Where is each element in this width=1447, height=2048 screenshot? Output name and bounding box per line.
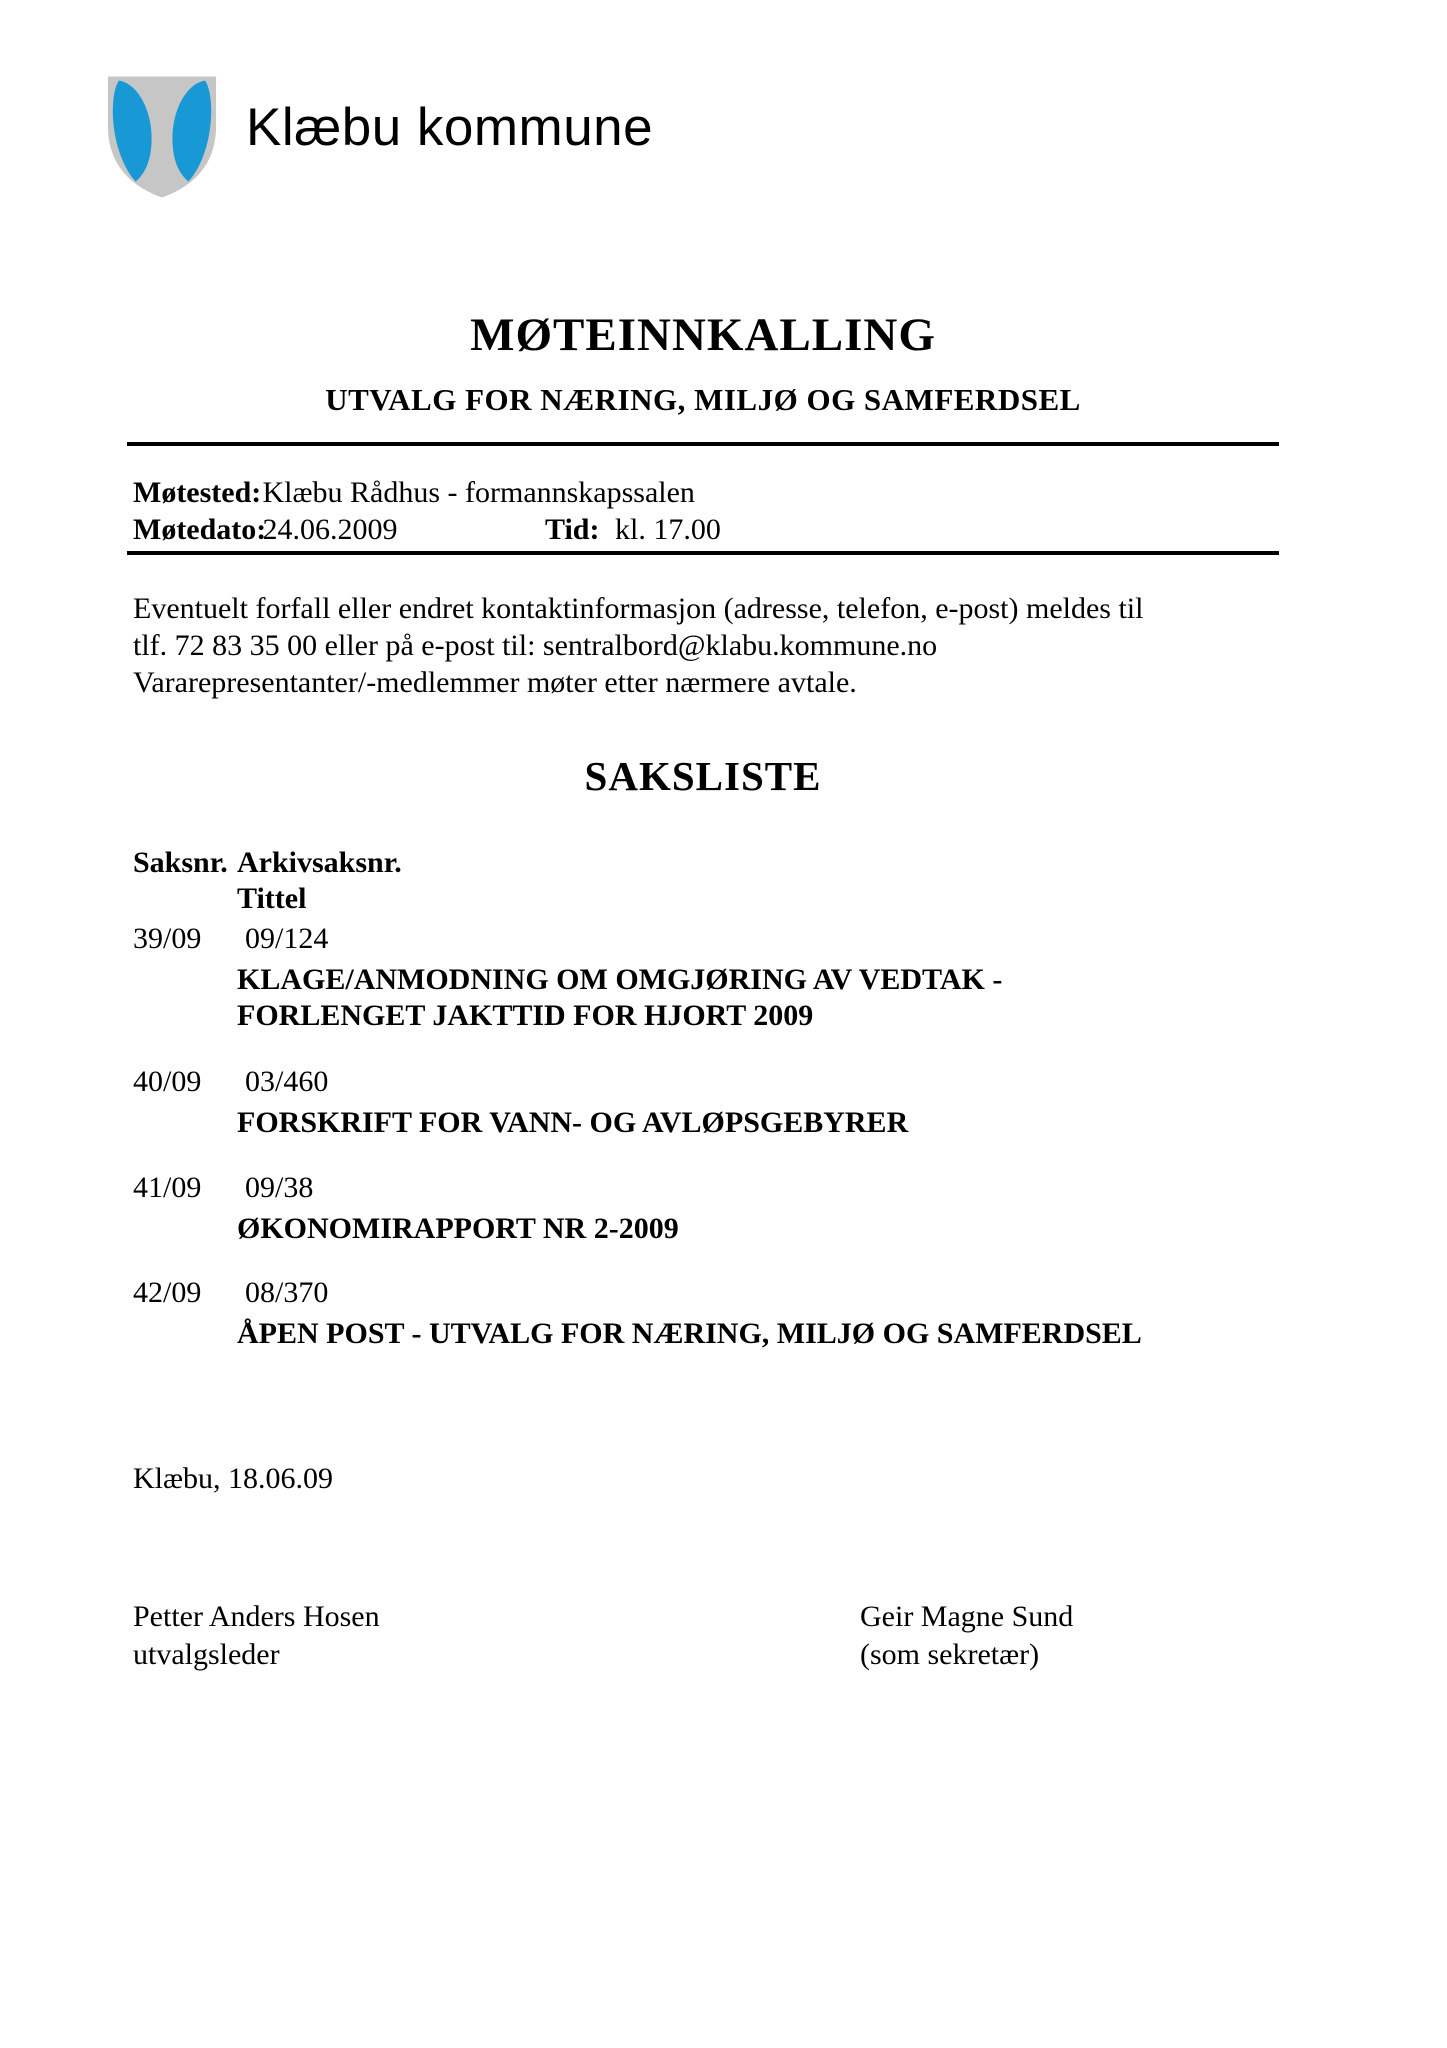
caselist-heading: SAKSLISTE — [584, 753, 822, 799]
case-saksnr: 42/09 — [133, 1276, 202, 1309]
case-row — [133, 1171, 679, 1247]
case-saksnr: 40/09 — [133, 1065, 202, 1098]
signature-right — [860, 1598, 1073, 1674]
case-arkivsaksnr: 09/38 — [245, 1171, 314, 1204]
signature-left — [133, 1598, 380, 1674]
meeting-location-value: Klæbu Rådhus - formannskapssalen — [262, 476, 695, 509]
meeting-location-label: Møtested: — [133, 476, 262, 509]
horizontal-rule-bottom — [127, 551, 1279, 555]
meeting-date-label: Møtedato: — [133, 513, 267, 546]
column-header-arkivsaksnr: Arkivsaksnr. — [237, 846, 402, 879]
case-arkivsaksnr: 03/460 — [245, 1065, 329, 1098]
case-arkivsaksnr: 08/370 — [245, 1276, 329, 1309]
notice-line-1: Eventuelt forfall eller endret kontaktinformasjon (adresse, telefon, e-post) meldes til — [133, 592, 1144, 625]
case-title: ØKONOMIRAPPORT NR 2-2009 — [237, 1212, 679, 1245]
signature-right-role: (som sekretær) — [860, 1638, 1040, 1671]
meeting-time-value: kl. 17.00 — [614, 513, 721, 546]
case-title: KLAGE/ANMODNING OM OMGJØRING AV VEDTAK - FORLENGET JAKTTID FOR HJORT 2009 — [237, 963, 1003, 1032]
coat-of-arms-shield-icon — [100, 70, 224, 202]
column-header-saksnr: Saksnr. — [133, 846, 228, 879]
municipality-logo — [100, 70, 653, 202]
notice-line-3: Vararepresentanter/-medlemmer møter etter nærmere avtale. — [133, 666, 857, 699]
case-title: ÅPEN POST - UTVALG FOR NÆRING, MILJØ OG SAMFERDSEL — [237, 1317, 1142, 1350]
notice-line-2: tlf. 72 83 35 00 eller på e-post til: sentralbord@klabu.kommune.no — [133, 629, 938, 662]
meeting-date-row — [133, 511, 721, 548]
meeting-info — [133, 474, 721, 548]
case-row — [133, 922, 1142, 1034]
case-title: FORSKRIFT FOR VANN- OG AVLØPSGEBYRER — [237, 1106, 909, 1139]
case-saksnr: 39/09 — [133, 922, 202, 955]
signature-right-name: Geir Magne Sund — [860, 1600, 1074, 1633]
horizontal-rule-top — [127, 442, 1279, 446]
case-arkivsaksnr: 09/124 — [245, 922, 329, 955]
case-row — [133, 1276, 1142, 1352]
case-row — [133, 1065, 908, 1141]
document-title: MØTEINNKALLING — [470, 309, 936, 361]
column-header-tittel: Tittel — [237, 882, 307, 915]
place-and-date-line: Klæbu, 18.06.09 — [133, 1462, 334, 1495]
municipality-name: Klæbu kommune — [246, 97, 654, 157]
caselist-column-headers — [133, 845, 402, 917]
meeting-time-label: Tid: — [545, 513, 600, 546]
absence-notice — [133, 590, 1143, 701]
signature-left-role: utvalgsleder — [133, 1638, 280, 1671]
meeting-location-row — [133, 474, 721, 511]
committee-name-subtitle: UTVALG FOR NÆRING, MILJØ OG SAMFERDSEL — [325, 382, 1081, 417]
meeting-date-value: 24.06.2009 — [262, 513, 398, 546]
signature-left-name: Petter Anders Hosen — [133, 1600, 380, 1633]
case-saksnr: 41/09 — [133, 1171, 202, 1204]
